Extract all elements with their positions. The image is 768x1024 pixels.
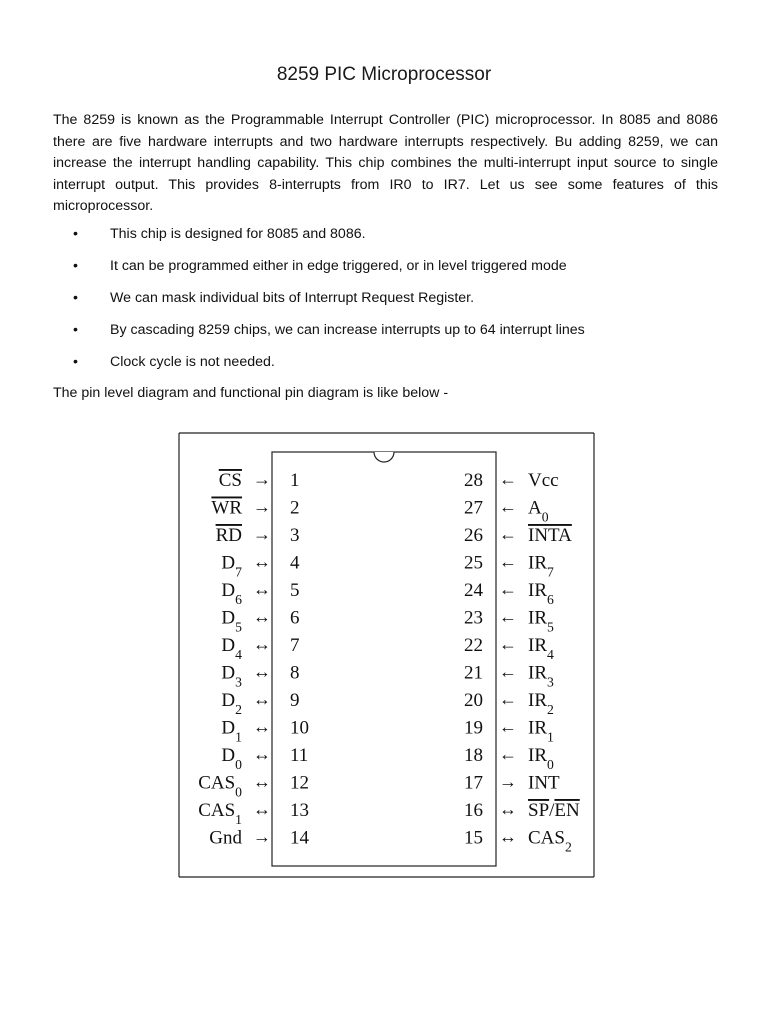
pin-direction-icon: ↔: [253, 744, 271, 764]
list-item-text: Clock cycle is not needed.: [110, 354, 275, 370]
pin-label-6: $D_5$: [221, 607, 242, 634]
pin-direction-icon: ←: [499, 606, 517, 627]
pin-label-19: $IR_1$: [528, 717, 554, 744]
pin-label-11: $D_0$: [221, 745, 242, 772]
intro-paragraph: The 8259 is known as the Programmable Interrupt Controller (PIC) microprocessor. In 8085 and 8086 there are five hardware interrupts and two hardware interrupts respectively. Bu adding 8259, we can increase the interrupt handling capability. This chip combines the multi-interrupt input source to single interrupt output. This provides 8-interrupts from IR0 to IR7. Let us see some features of this microprocessor.: [53, 112, 718, 214]
pin-label-5: $D_6$: [221, 580, 242, 607]
pin-number: 16: [464, 800, 483, 821]
pin-number: 20: [464, 690, 483, 711]
pin-number: 28: [464, 470, 483, 491]
diagram-intro-text: The pin level diagram and functional pin diagram is like below -: [53, 385, 449, 401]
pin-number: 5: [290, 580, 300, 601]
pin-label-10: $D_1$: [221, 717, 242, 744]
bullet-icon: •: [73, 290, 78, 306]
list-item-text: This chip is designed for 8085 and 8086.: [110, 226, 366, 242]
pin-number: 12: [290, 772, 309, 794]
pin-diagram: [178, 432, 595, 878]
bullet-icon: •: [73, 226, 78, 242]
pin-label-25: $IR_7$: [528, 552, 554, 579]
list-item-text: By cascading 8259 chips, we can increase interrupts up to 64 interrupt lines: [110, 322, 585, 338]
pin-label-8: $D_3$: [221, 662, 242, 689]
pin-direction-icon: ←: [499, 524, 517, 544]
pin-label-21: $IR_3$: [528, 662, 554, 689]
pin-number: 2: [290, 497, 300, 519]
pin-label-14: Gnd: [209, 827, 242, 849]
pin-label-15: $CAS_2$: [528, 827, 572, 854]
pin-number: 7: [290, 635, 300, 656]
pin-direction-icon: ↔: [253, 634, 271, 654]
pin-label-20: $IR_2$: [528, 690, 554, 717]
pin-number: 17: [464, 772, 483, 794]
pin-label-17: INT: [528, 772, 560, 794]
pin-label-12: $CAS_0$: [198, 772, 242, 799]
pin-direction-icon: ↔: [253, 606, 271, 627]
pin-direction-icon: ↔: [253, 799, 271, 819]
pin-direction-icon: →: [499, 771, 517, 792]
pin-direction-icon: ↔: [499, 799, 517, 819]
pin-number: 18: [464, 745, 483, 766]
pin-number: 11: [290, 745, 309, 766]
list-item-text: It can be programmed either in edge triggered, or in level triggered mode: [110, 258, 567, 274]
pin-number: 23: [464, 607, 483, 629]
pin-label-9: $D_2$: [221, 690, 242, 717]
pin-direction-icon: ↔: [253, 689, 271, 709]
pin-number: 15: [464, 827, 483, 849]
pin-direction-icon: ←: [499, 579, 517, 599]
list-item: [53, 353, 718, 385]
pin-label-18: $IR_0$: [528, 745, 554, 772]
pin-label-overline: EN: [554, 800, 580, 821]
pin-direction-icon: ↔: [253, 661, 271, 682]
bullet-icon: •: [73, 322, 78, 338]
pin-direction-icon: ←: [499, 551, 517, 572]
pin-label-2: WR: [211, 497, 242, 519]
pin-number: 19: [464, 717, 483, 739]
pin-label-22: $IR_4$: [528, 635, 554, 662]
pin-label-28: Vcc: [528, 470, 559, 491]
pin-direction-icon: →: [253, 826, 271, 847]
pin-number: 6: [290, 607, 300, 629]
pins-group: [198, 469, 580, 854]
list-item: [53, 321, 718, 353]
pin-number: 14: [290, 827, 309, 849]
pin-direction-icon: →: [253, 524, 271, 544]
pin-direction-icon: ↔: [253, 771, 271, 792]
pin-label-3: RD: [215, 525, 242, 546]
pin-number: 10: [290, 717, 309, 739]
pin-direction-icon: ←: [499, 469, 517, 489]
pin-label-23: $IR_5$: [528, 607, 554, 634]
pin-label-rest: /: [549, 800, 555, 821]
list-item: [53, 257, 718, 289]
pin-label-16: SP/EN: [528, 800, 580, 821]
pin-label-4: $D_7$: [221, 552, 242, 579]
pin-number: 22: [464, 635, 483, 656]
list-item-text: We can mask individual bits of Interrupt Request Register.: [110, 290, 475, 306]
pin-number: 27: [464, 497, 483, 519]
pin-label-7: $D_4$: [221, 635, 242, 662]
pin-direction-icon: →: [253, 496, 271, 517]
pin-direction-icon: ←: [499, 716, 517, 737]
page-title: 8259 PIC Microprocessor: [276, 64, 492, 85]
pin-number: 9: [290, 690, 300, 711]
pin-number: 24: [464, 580, 483, 601]
pin-direction-icon: ←: [499, 634, 517, 654]
pin-number: 3: [290, 525, 300, 546]
pin-direction-icon: ↔: [499, 826, 517, 847]
feature-list: [53, 225, 718, 385]
pin-direction-icon: ↔: [253, 551, 271, 572]
pin-direction-icon: →: [253, 469, 271, 489]
list-item: [53, 225, 718, 257]
pin-label-1: CS: [218, 470, 242, 491]
pin-direction-icon: ↔: [253, 716, 271, 737]
pin-direction-icon: ←: [499, 744, 517, 764]
pin-number: 25: [464, 552, 483, 574]
pin-direction-icon: ←: [499, 661, 517, 682]
pin-label-27: $A_0$: [528, 497, 549, 524]
pin-label-24: $IR_6$: [528, 580, 554, 607]
pin-number: 21: [464, 662, 483, 684]
pin-direction-icon: ↔: [253, 579, 271, 599]
pin-number: 4: [290, 552, 300, 574]
chip-notch: [374, 452, 394, 462]
pin-direction-icon: ←: [499, 496, 517, 517]
list-item: [53, 289, 718, 321]
pin-number: 26: [464, 525, 483, 546]
pin-number: 8: [290, 662, 300, 684]
pin-number: 1: [290, 470, 300, 491]
pin-diagram-figure: [178, 432, 595, 878]
bullet-icon: •: [73, 258, 78, 274]
pin-label-26: INTA: [528, 525, 572, 546]
pin-label-13: $CAS_1$: [198, 800, 242, 827]
pin-number: 13: [290, 800, 309, 821]
bullet-icon: •: [73, 354, 78, 370]
pin-direction-icon: ←: [499, 689, 517, 709]
